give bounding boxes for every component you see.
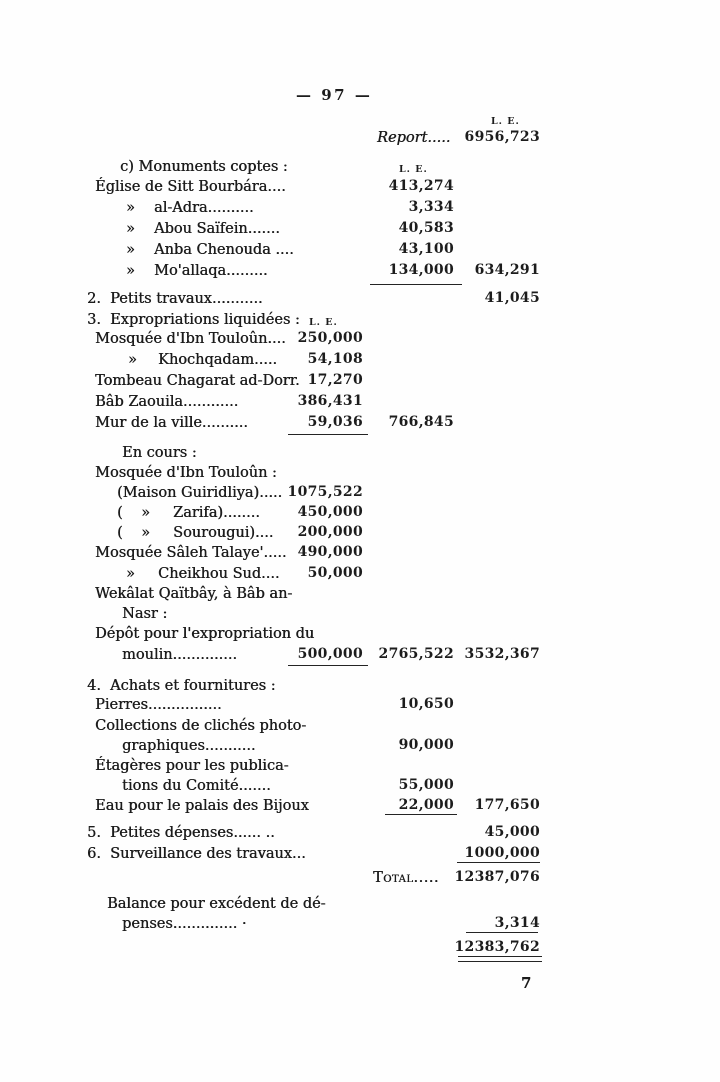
amount-col-a: 1075,522 [287, 484, 363, 500]
double-rule [458, 956, 542, 962]
table-row [0, 544, 720, 565]
table-row [0, 330, 720, 351]
table-row [0, 565, 720, 586]
amount-col-a: 54,108 [307, 351, 363, 367]
amount-col-b: 413,274 [388, 178, 454, 194]
amount-col-c: 3532,367 [464, 646, 540, 662]
footer-row [0, 975, 720, 996]
row-label: Tombeau Chagarat ad-Dorr. [95, 373, 300, 389]
row-label: Mo'allaqa......... [154, 263, 268, 279]
amount-col-b: 10,650 [398, 696, 454, 712]
sum-rule [288, 665, 368, 666]
amount-col-b: 55,000 [398, 777, 454, 793]
row-label: Bâb Zaouila............ [95, 394, 239, 410]
amount-col-c: 634,291 [474, 262, 540, 278]
amount-col-b: 90,000 [398, 737, 454, 753]
sum-rule [288, 434, 368, 435]
row-label: Balance pour excédent de dé- [107, 896, 326, 912]
row-label: 2. Petits travaux........... [87, 291, 263, 307]
section-label: 3. Expropriations liquidées : [87, 312, 300, 328]
table-row [0, 797, 720, 818]
row-label: Khochqadam..... [158, 352, 278, 368]
sum-rule [466, 932, 538, 933]
report-label: Report..... [377, 130, 451, 146]
subsection-label: En cours : [122, 445, 197, 461]
row-label: Eau pour le palais des Bijoux [95, 798, 309, 814]
report-amount: 6956,723 [464, 129, 540, 145]
section-header-row [0, 677, 720, 698]
table-row [0, 504, 720, 525]
net-total-row [0, 939, 720, 960]
table-row [0, 717, 720, 738]
balance-amount: 3,314 [494, 915, 540, 931]
table-row [0, 845, 720, 866]
currency-header: L. E. [309, 317, 338, 328]
table-row [0, 414, 720, 435]
row-label: moulin.............. [122, 647, 237, 663]
row-label: ( » Sourougui).... [117, 525, 274, 541]
table-row [0, 220, 720, 241]
amount-col-a: 59,036 [307, 414, 363, 430]
row-label: Dépôt pour l'expropriation du [95, 626, 315, 642]
amount-col-b: 40,583 [398, 220, 454, 236]
page-header [0, 86, 720, 107]
sum-rule [370, 284, 462, 285]
row-label: Mosquée d'Ibn Touloûn.... [95, 331, 286, 347]
row-label: Cheikhou Sud.... [158, 566, 280, 582]
section-label: c) Monuments coptes : [120, 159, 288, 175]
net-total-amount: 12383,762 [454, 939, 540, 955]
table-row [0, 777, 720, 798]
amount-col-b: 43,100 [398, 241, 454, 257]
amount-col-a: 50,000 [307, 565, 363, 581]
row-label: 6. Surveillance des travaux... [87, 846, 306, 862]
ditto-mark: » [126, 566, 135, 582]
report-row [0, 129, 720, 150]
subsection-header-row [0, 444, 720, 465]
table-row [0, 372, 720, 393]
row-label: Étagères pour les publica- [95, 758, 289, 774]
currency-header: L. E. [491, 116, 520, 127]
table-row [0, 351, 720, 372]
amount-col-a: 386,431 [297, 393, 363, 409]
amount-col-a: 450,000 [297, 504, 363, 520]
row-label: graphiques........... [122, 738, 256, 754]
table-row [0, 178, 720, 199]
row-label: penses.............. · [122, 916, 247, 932]
ditto-mark: » [126, 242, 135, 258]
amount-col-c: 45,000 [484, 824, 540, 840]
amount-col-b: 766,845 [388, 414, 454, 430]
amount-col-b: 2765,522 [378, 646, 454, 662]
amount-col-a: 17,270 [307, 372, 363, 388]
signature-mark: 7 [521, 975, 532, 992]
ditto-mark: » [128, 352, 137, 368]
section-header-row [0, 158, 720, 179]
amount-col-c: 41,045 [484, 290, 540, 306]
row-label: (Maison Guiridliya)..... [117, 485, 283, 501]
ditto-mark: » [126, 263, 135, 279]
amount-col-a: 500,000 [297, 646, 363, 662]
row-label: 5. Petites dépenses...... .. [87, 825, 275, 841]
table-row [0, 484, 720, 505]
table-row [0, 464, 720, 485]
amount-col-a: 250,000 [297, 330, 363, 346]
section-label: 4. Achats et fournitures : [87, 678, 276, 694]
row-label: Église de Sitt Bourbára.... [95, 179, 286, 195]
amount-col-a: 200,000 [297, 524, 363, 540]
table-row [0, 393, 720, 414]
row-label: Abou Saïfein....... [154, 221, 280, 237]
table-row [0, 290, 720, 311]
row-label: Collections de clichés photo- [95, 718, 307, 734]
amount-col-b: 22,000 [398, 797, 454, 813]
row-label: Nasr : [122, 606, 168, 622]
table-row [0, 605, 720, 626]
row-label: Mosquée d'Ibn Touloûn : [95, 465, 277, 481]
amount-col-b: 3,334 [408, 199, 454, 215]
table-row [0, 824, 720, 845]
amount-col-c: 177,650 [474, 797, 540, 813]
table-row [0, 262, 720, 283]
table-row [0, 241, 720, 262]
page-number: — 97 — [296, 86, 373, 104]
amount-col-a: 490,000 [297, 544, 363, 560]
ditto-mark: » [126, 200, 135, 216]
amount-col-b: 134,000 [388, 262, 454, 278]
table-row [0, 696, 720, 717]
table-row [0, 895, 720, 916]
row-label: Pierres................ [95, 697, 222, 713]
sum-rule [385, 814, 457, 815]
table-row [0, 585, 720, 606]
total-label: Total..... [373, 870, 439, 886]
row-label: al-Adra.......... [154, 200, 254, 216]
row-label: Mosquée Sâleh Talaye'..... [95, 545, 287, 561]
total-row [0, 869, 720, 890]
row-label: ( » Zarifa)........ [117, 505, 260, 521]
total-amount: 12387,076 [454, 869, 540, 885]
table-row [0, 915, 720, 936]
table-row [0, 625, 720, 646]
table-row [0, 737, 720, 758]
currency-header: L. E. [399, 164, 428, 175]
table-row [0, 646, 720, 667]
row-label: tions du Comité....... [122, 778, 271, 794]
ditto-mark: » [126, 221, 135, 237]
table-row [0, 524, 720, 545]
table-row [0, 757, 720, 778]
table-row [0, 199, 720, 220]
sum-rule [457, 862, 540, 863]
row-label: Mur de la ville.......... [95, 415, 248, 431]
currency-header-row [0, 110, 720, 131]
row-label: Anba Chenouda .... [154, 242, 294, 258]
amount-col-c: 1000,000 [464, 845, 540, 861]
row-label: Wekâlat Qaïtbây, à Bâb an- [95, 586, 293, 602]
